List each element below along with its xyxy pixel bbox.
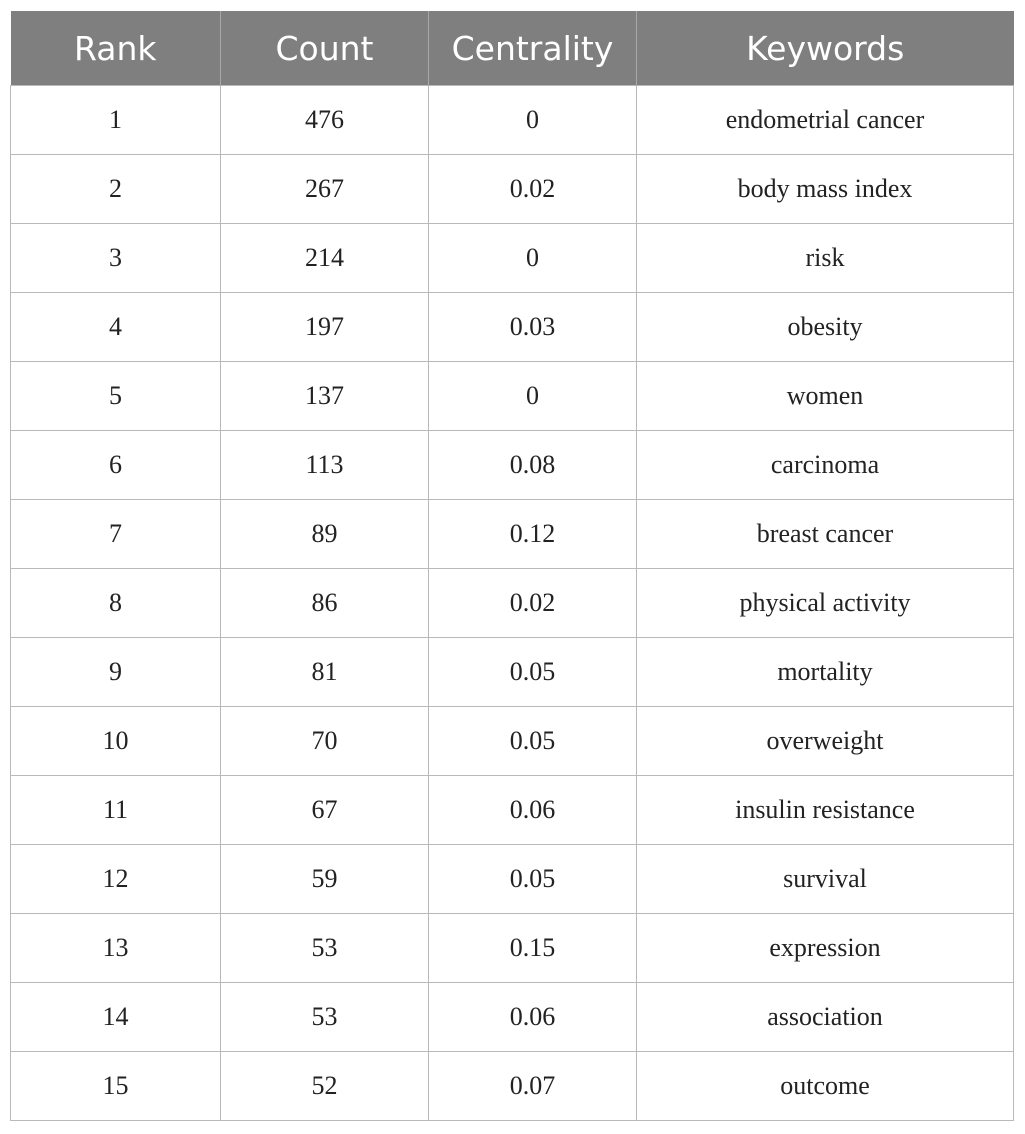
table-row (11, 224, 1014, 293)
count-cell: 137 (221, 362, 429, 431)
table-body (11, 86, 1014, 1121)
count-cell: 53 (221, 914, 429, 983)
centrality-cell: 0 (429, 224, 637, 293)
table-row (11, 914, 1014, 983)
keyword-table-container (10, 11, 1013, 1121)
count-cell: 86 (221, 569, 429, 638)
keyword-cell: overweight (637, 707, 1014, 776)
table-row (11, 845, 1014, 914)
rank-cell: 6 (11, 431, 221, 500)
rank-cell: 14 (11, 983, 221, 1052)
centrality-cell: 0.05 (429, 845, 637, 914)
centrality-cell: 0.07 (429, 1052, 637, 1121)
table-row (11, 569, 1014, 638)
table-row (11, 707, 1014, 776)
header-row (11, 11, 1014, 86)
rank-cell: 3 (11, 224, 221, 293)
rank-cell: 10 (11, 707, 221, 776)
rank-cell: 11 (11, 776, 221, 845)
centrality-cell: 0.15 (429, 914, 637, 983)
header-rank: Rank (11, 11, 221, 86)
count-cell: 52 (221, 1052, 429, 1121)
table-row (11, 155, 1014, 224)
rank-cell: 8 (11, 569, 221, 638)
keyword-cell: breast cancer (637, 500, 1014, 569)
count-cell: 67 (221, 776, 429, 845)
rank-cell: 9 (11, 638, 221, 707)
keyword-table (10, 11, 1014, 1121)
centrality-cell: 0.06 (429, 983, 637, 1052)
table-row (11, 983, 1014, 1052)
rank-cell: 7 (11, 500, 221, 569)
table-row (11, 638, 1014, 707)
count-cell: 70 (221, 707, 429, 776)
rank-cell: 5 (11, 362, 221, 431)
keyword-cell: obesity (637, 293, 1014, 362)
keyword-cell: insulin resistance (637, 776, 1014, 845)
keyword-cell: survival (637, 845, 1014, 914)
keyword-cell: expression (637, 914, 1014, 983)
rank-cell: 4 (11, 293, 221, 362)
keyword-cell: outcome (637, 1052, 1014, 1121)
centrality-cell: 0.12 (429, 500, 637, 569)
centrality-cell: 0.02 (429, 569, 637, 638)
centrality-cell: 0 (429, 86, 637, 155)
centrality-cell: 0 (429, 362, 637, 431)
centrality-cell: 0.06 (429, 776, 637, 845)
keyword-cell: women (637, 362, 1014, 431)
table-row (11, 362, 1014, 431)
centrality-cell: 0.08 (429, 431, 637, 500)
keyword-cell: endometrial cancer (637, 86, 1014, 155)
keyword-cell: body mass index (637, 155, 1014, 224)
centrality-cell: 0.03 (429, 293, 637, 362)
keyword-cell: carcinoma (637, 431, 1014, 500)
centrality-cell: 0.02 (429, 155, 637, 224)
count-cell: 214 (221, 224, 429, 293)
count-cell: 197 (221, 293, 429, 362)
keyword-cell: physical activity (637, 569, 1014, 638)
rank-cell: 13 (11, 914, 221, 983)
count-cell: 89 (221, 500, 429, 569)
header-centrality: Centrality (429, 11, 637, 86)
rank-cell: 15 (11, 1052, 221, 1121)
count-cell: 81 (221, 638, 429, 707)
table-row (11, 293, 1014, 362)
table-row (11, 776, 1014, 845)
count-cell: 267 (221, 155, 429, 224)
count-cell: 113 (221, 431, 429, 500)
keyword-cell: risk (637, 224, 1014, 293)
keyword-cell: association (637, 983, 1014, 1052)
centrality-cell: 0.05 (429, 707, 637, 776)
rank-cell: 2 (11, 155, 221, 224)
table-row (11, 500, 1014, 569)
rank-cell: 1 (11, 86, 221, 155)
count-cell: 53 (221, 983, 429, 1052)
header-keywords: Keywords (637, 11, 1014, 86)
count-cell: 59 (221, 845, 429, 914)
rank-cell: 12 (11, 845, 221, 914)
table-row (11, 431, 1014, 500)
count-cell: 476 (221, 86, 429, 155)
keyword-cell: mortality (637, 638, 1014, 707)
header-count: Count (221, 11, 429, 86)
centrality-cell: 0.05 (429, 638, 637, 707)
table-row (11, 1052, 1014, 1121)
table-row (11, 86, 1014, 155)
